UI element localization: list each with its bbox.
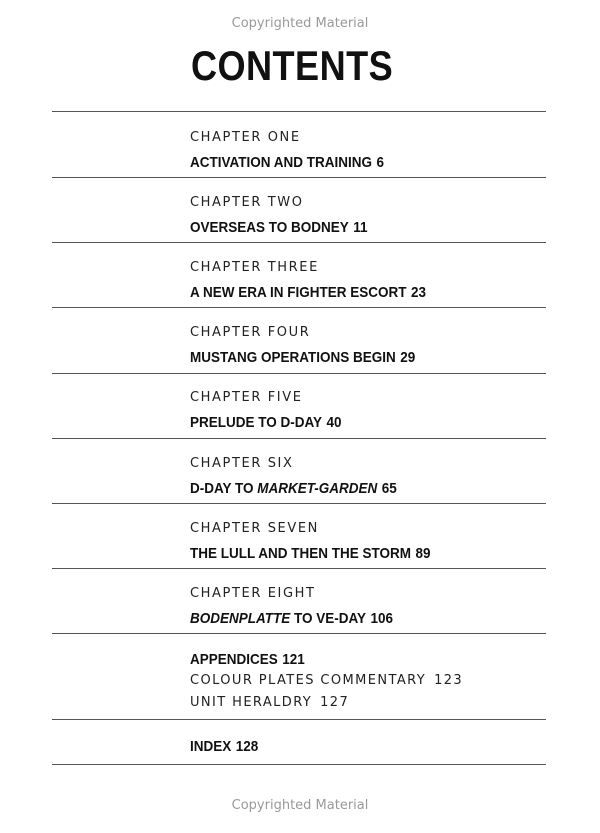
index-title-text: INDEX: [190, 738, 232, 755]
chapter-number: CHAPTER FIVE: [190, 390, 303, 405]
chapter-title-italic: MARKET-GARDEN: [257, 480, 378, 497]
chapter-number: CHAPTER EIGHT: [190, 586, 316, 601]
chapter-title[interactable]: [190, 414, 342, 432]
chapter-title-text: TO VE-DAY: [290, 610, 367, 627]
page-number: 128: [235, 738, 259, 755]
page-number: 106: [370, 610, 394, 627]
toc-entry-chapter-eight[interactable]: [190, 586, 416, 628]
toc-entry-chapter-six[interactable]: [190, 456, 420, 498]
appendix-item-label: COLOUR PLATES COMMENTARY: [190, 673, 427, 688]
page-number: 40: [326, 414, 342, 431]
copyright-watermark-top: Copyrighted Material: [231, 16, 369, 31]
page-title: CONTENTS: [191, 42, 394, 89]
chapter-number: CHAPTER SIX: [190, 456, 294, 471]
toc-entry-chapter-seven[interactable]: [190, 521, 457, 563]
divider-rule: [52, 438, 546, 439]
page-number: 89: [415, 545, 431, 562]
divider-rule: [52, 242, 546, 243]
toc-entry-chapter-three[interactable]: [190, 260, 452, 302]
divider-rule: [52, 373, 546, 374]
divider-rule: [52, 307, 546, 308]
page-number: 23: [411, 284, 427, 301]
copyright-watermark-bottom: Copyrighted Material: [231, 798, 369, 813]
page-number: 121: [282, 651, 305, 668]
divider-rule: [52, 764, 546, 765]
appendix-item-colour-plates[interactable]: [190, 673, 463, 689]
chapter-title-text: A NEW ERA IN FIGHTER ESCORT: [190, 284, 407, 301]
page-number: 123: [434, 673, 464, 688]
chapter-number: CHAPTER THREE: [190, 260, 319, 275]
chapter-title-text: D-DAY TO: [190, 480, 258, 497]
appendices-title-text: APPENDICES: [190, 651, 278, 668]
toc-entry-chapter-four[interactable]: [190, 325, 440, 367]
page-number: 65: [381, 480, 397, 497]
chapter-number: CHAPTER FOUR: [190, 325, 311, 340]
chapter-title[interactable]: [190, 349, 415, 367]
chapter-title[interactable]: [190, 219, 368, 237]
chapter-title[interactable]: [190, 610, 393, 628]
divider-rule: [52, 633, 546, 634]
divider-rule: [52, 177, 546, 178]
chapter-title[interactable]: [190, 480, 397, 498]
chapter-title-text: ACTIVATION AND TRAINING: [190, 154, 372, 171]
chapter-title-text: PRELUDE TO D-DAY: [190, 414, 323, 431]
divider-rule: [52, 111, 546, 112]
chapter-title-text: OVERSEAS TO BODNEY: [190, 219, 349, 236]
toc-entry-index[interactable]: [190, 738, 266, 756]
page-number: 11: [353, 219, 368, 236]
divider-rule: [52, 503, 546, 504]
chapter-title[interactable]: [190, 154, 384, 172]
page-number: 29: [400, 349, 416, 366]
chapter-title-italic: BODENPLATTE: [190, 610, 291, 627]
chapter-title[interactable]: [190, 545, 431, 563]
toc-entry-chapter-five[interactable]: [190, 390, 358, 432]
chapter-number: CHAPTER SEVEN: [190, 521, 320, 536]
chapter-number: CHAPTER TWO: [190, 195, 304, 210]
page-number: 127: [320, 695, 350, 710]
chapter-number: CHAPTER ONE: [190, 130, 301, 145]
divider-rule: [52, 719, 546, 720]
toc-entry-chapter-one[interactable]: [190, 130, 406, 172]
chapter-title[interactable]: [190, 284, 426, 302]
appendix-item-unit-heraldry[interactable]: [190, 695, 463, 711]
index-title[interactable]: [190, 738, 258, 756]
chapter-title-text: MUSTANG OPERATIONS BEGIN: [190, 349, 396, 366]
appendix-item-label: UNIT HERALDRY: [190, 695, 313, 710]
toc-entry-appendices[interactable]: [190, 651, 463, 711]
appendices-title[interactable]: [190, 651, 436, 669]
toc-entry-chapter-two[interactable]: [190, 195, 387, 237]
page-number: 6: [376, 154, 385, 171]
chapter-title-text: THE LULL AND THEN THE STORM: [190, 545, 412, 562]
divider-rule: [52, 568, 546, 569]
